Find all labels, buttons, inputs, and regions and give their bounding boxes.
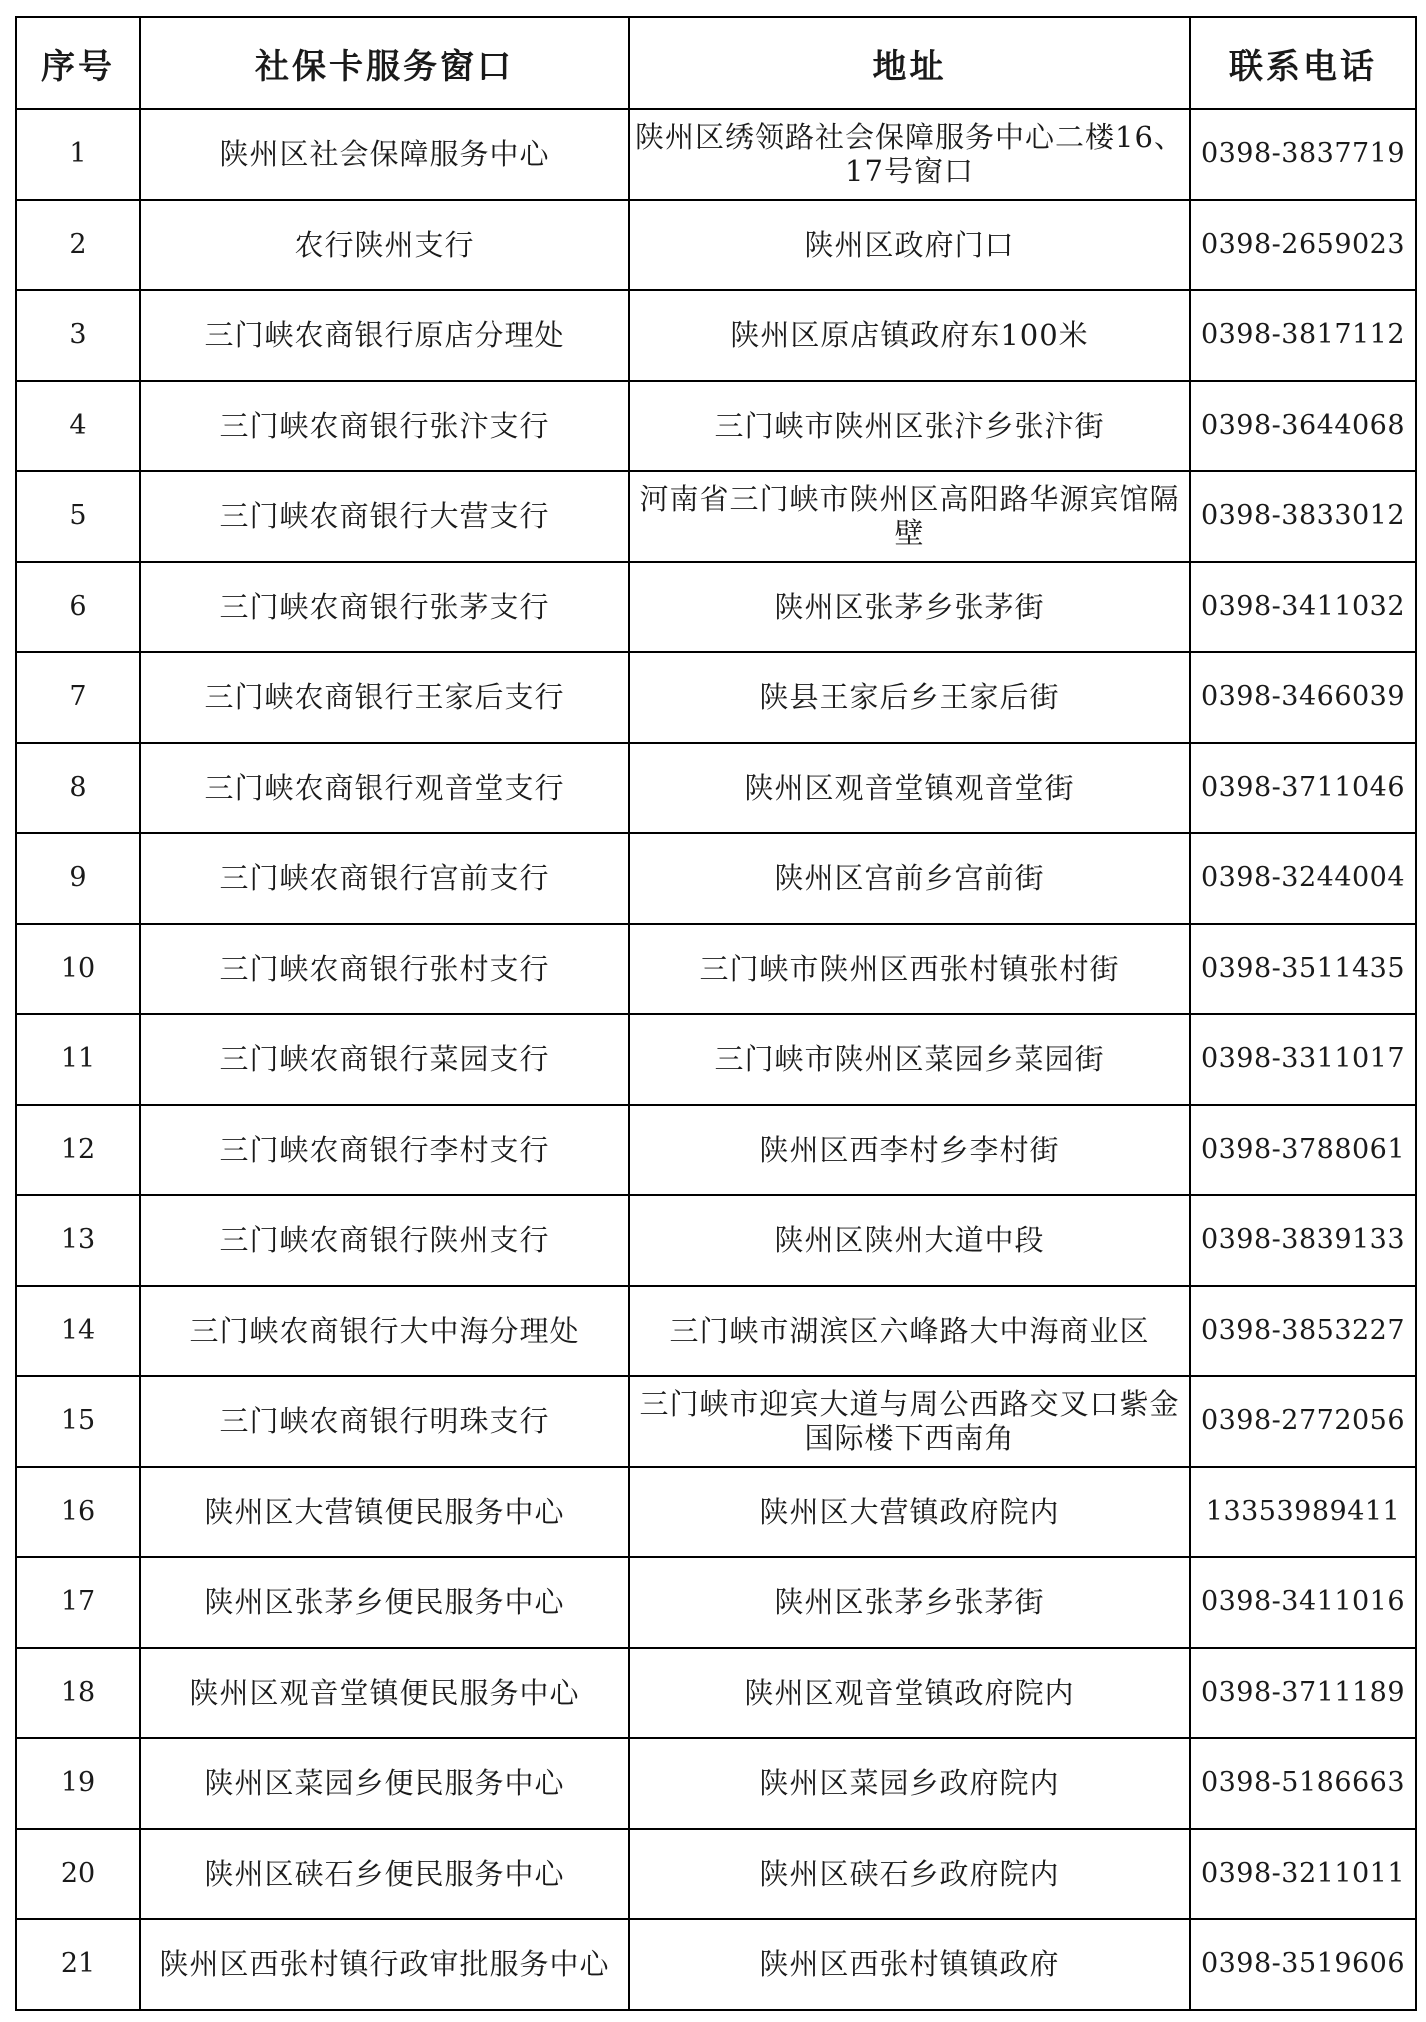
table-row (16, 1014, 1416, 1105)
window-address: 陕州区西李村乡李村街 (629, 1105, 1190, 1196)
window-name: 三门峡农商银行观音堂支行 (140, 743, 629, 834)
window-address: 陕州区张茅乡张茅街 (629, 562, 1190, 653)
table-row (16, 1829, 1416, 1920)
window-name: 陕州区社会保障服务中心 (140, 109, 629, 200)
service-window-table (15, 16, 1417, 2011)
table-row (16, 743, 1416, 834)
window-phone: 0398-3211011 (1190, 1829, 1416, 1920)
header-index: 序号 (16, 17, 140, 109)
window-phone: 0398-3311017 (1190, 1014, 1416, 1105)
header-phone: 联系电话 (1190, 17, 1416, 109)
window-phone: 0398-3853227 (1190, 1286, 1416, 1377)
window-address: 陕州区观音堂镇观音堂街 (629, 743, 1190, 834)
row-index: 3 (16, 290, 140, 381)
window-name: 三门峡农商银行张汴支行 (140, 381, 629, 472)
row-index: 16 (16, 1467, 140, 1558)
row-index: 7 (16, 652, 140, 743)
header-address: 地址 (629, 17, 1190, 109)
row-index: 12 (16, 1105, 140, 1196)
window-address: 陕州区西张村镇镇政府 (629, 1919, 1190, 2010)
row-index: 20 (16, 1829, 140, 1920)
row-index: 17 (16, 1557, 140, 1648)
table-row (16, 924, 1416, 1015)
window-name: 三门峡农商银行明珠支行 (140, 1376, 629, 1467)
window-phone: 0398-3833012 (1190, 471, 1416, 562)
window-phone: 0398-3839133 (1190, 1195, 1416, 1286)
table-row (16, 652, 1416, 743)
window-name: 三门峡农商银行陕州支行 (140, 1195, 629, 1286)
window-phone: 0398-5186663 (1190, 1738, 1416, 1829)
window-address: 陕州区原店镇政府东100米 (629, 290, 1190, 381)
table-row (16, 1557, 1416, 1648)
window-phone: 0398-3411016 (1190, 1557, 1416, 1648)
table-row (16, 109, 1416, 200)
window-address: 三门峡市迎宾大道与周公西路交叉口紫金国际楼下西南角 (629, 1376, 1190, 1467)
row-index: 6 (16, 562, 140, 653)
window-name: 三门峡农商银行张村支行 (140, 924, 629, 1015)
window-address: 三门峡市陕州区菜园乡菜园街 (629, 1014, 1190, 1105)
window-phone: 0398-3511435 (1190, 924, 1416, 1015)
row-index: 2 (16, 200, 140, 291)
window-address: 陕州区硖石乡政府院内 (629, 1829, 1190, 1920)
window-address: 河南省三门峡市陕州区高阳路华源宾馆隔壁 (629, 471, 1190, 562)
window-phone: 0398-3519606 (1190, 1919, 1416, 2010)
row-index: 1 (16, 109, 140, 200)
window-phone: 0398-3466039 (1190, 652, 1416, 743)
table-row (16, 1286, 1416, 1377)
table-row (16, 471, 1416, 562)
table-row (16, 200, 1416, 291)
window-address: 陕州区政府门口 (629, 200, 1190, 291)
window-address: 陕州区观音堂镇政府院内 (629, 1648, 1190, 1739)
window-name: 三门峡农商银行宫前支行 (140, 833, 629, 924)
window-phone: 0398-3644068 (1190, 381, 1416, 472)
window-name: 三门峡农商银行李村支行 (140, 1105, 629, 1196)
window-phone: 0398-3711046 (1190, 743, 1416, 834)
window-phone: 0398-2772056 (1190, 1376, 1416, 1467)
window-phone: 0398-3411032 (1190, 562, 1416, 653)
window-address: 三门峡市湖滨区六峰路大中海商业区 (629, 1286, 1190, 1377)
table-row (16, 1919, 1416, 2010)
window-address: 陕州区宫前乡宫前街 (629, 833, 1190, 924)
window-address: 三门峡市陕州区张汴乡张汴街 (629, 381, 1190, 472)
table-body (16, 109, 1416, 2010)
window-address: 三门峡市陕州区西张村镇张村街 (629, 924, 1190, 1015)
window-name: 三门峡农商银行大营支行 (140, 471, 629, 562)
table-row (16, 833, 1416, 924)
window-address: 陕州区绣领路社会保障服务中心二楼16、17号窗口 (629, 109, 1190, 200)
window-address: 陕州区张茅乡张茅街 (629, 1557, 1190, 1648)
row-index: 8 (16, 743, 140, 834)
window-name: 三门峡农商银行王家后支行 (140, 652, 629, 743)
row-index: 5 (16, 471, 140, 562)
window-name: 三门峡农商银行原店分理处 (140, 290, 629, 381)
window-address: 陕州区大营镇政府院内 (629, 1467, 1190, 1558)
window-address: 陕州区菜园乡政府院内 (629, 1738, 1190, 1829)
window-name: 农行陕州支行 (140, 200, 629, 291)
window-phone: 0398-3788061 (1190, 1105, 1416, 1196)
window-name: 陕州区菜园乡便民服务中心 (140, 1738, 629, 1829)
table-row (16, 1195, 1416, 1286)
row-index: 15 (16, 1376, 140, 1467)
window-name: 三门峡农商银行张茅支行 (140, 562, 629, 653)
window-phone: 0398-3244004 (1190, 833, 1416, 924)
row-index: 9 (16, 833, 140, 924)
header-window: 社保卡服务窗口 (140, 17, 629, 109)
row-index: 21 (16, 1919, 140, 2010)
window-phone: 0398-2659023 (1190, 200, 1416, 291)
row-index: 11 (16, 1014, 140, 1105)
row-index: 14 (16, 1286, 140, 1377)
window-name: 陕州区观音堂镇便民服务中心 (140, 1648, 629, 1739)
window-name: 陕州区硖石乡便民服务中心 (140, 1829, 629, 1920)
table-row (16, 381, 1416, 472)
table-row (16, 1105, 1416, 1196)
table-row (16, 290, 1416, 381)
window-phone: 0398-3837719 (1190, 109, 1416, 200)
window-name: 陕州区大营镇便民服务中心 (140, 1467, 629, 1558)
window-address: 陕州区陕州大道中段 (629, 1195, 1190, 1286)
table-row (16, 1467, 1416, 1558)
window-name: 三门峡农商银行菜园支行 (140, 1014, 629, 1105)
window-name: 三门峡农商银行大中海分理处 (140, 1286, 629, 1377)
window-name: 陕州区张茅乡便民服务中心 (140, 1557, 629, 1648)
table-row (16, 1738, 1416, 1829)
row-index: 13 (16, 1195, 140, 1286)
row-index: 4 (16, 381, 140, 472)
window-phone: 13353989411 (1190, 1467, 1416, 1558)
row-index: 10 (16, 924, 140, 1015)
window-address: 陕县王家后乡王家后街 (629, 652, 1190, 743)
table-row (16, 1376, 1416, 1467)
table-row (16, 562, 1416, 653)
table-header-row (16, 17, 1416, 109)
row-index: 19 (16, 1738, 140, 1829)
table-row (16, 1648, 1416, 1739)
window-name: 陕州区西张村镇行政审批服务中心 (140, 1919, 629, 2010)
row-index: 18 (16, 1648, 140, 1739)
window-phone: 0398-3711189 (1190, 1648, 1416, 1739)
window-phone: 0398-3817112 (1190, 290, 1416, 381)
